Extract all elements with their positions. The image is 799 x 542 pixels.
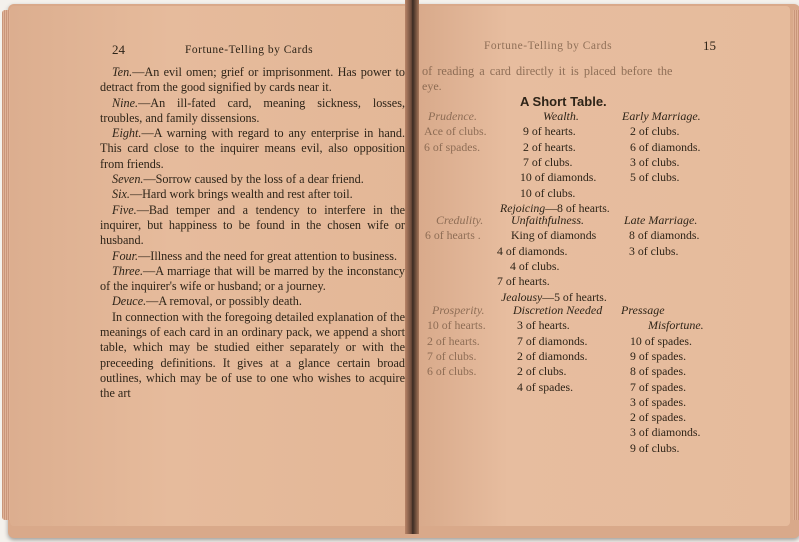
- right-top-text-line2: eye.: [422, 79, 442, 93]
- table-cell: 3 of diamonds.: [630, 425, 701, 440]
- table-header: Prudence.: [428, 109, 477, 123]
- paragraph-text: —Bad temper and a tendency to interfere in the inquirer, but happiness to be found in the chosen wife or husband.: [100, 202, 405, 248]
- table-cell: 3 of spades.: [630, 394, 687, 409]
- table-cell: 6 of spades.: [424, 139, 481, 154]
- table-cell: 2 of diamonds.: [517, 348, 588, 363]
- table-cell: 10 of clubs.: [520, 185, 576, 200]
- footer-lead: Jealousy: [501, 289, 543, 304]
- table-cell: 9 of spades.: [630, 348, 687, 363]
- left-paragraph: [100, 96, 405, 127]
- left-paragraph: [100, 249, 405, 264]
- table-cell: 3 of clubs.: [630, 154, 680, 169]
- table-cell: 2 of clubs.: [630, 124, 680, 139]
- left-paragraph: [100, 187, 405, 202]
- paragraph-text: —Sorrow caused by the loss of a dear friend.: [143, 172, 364, 187]
- left-paragraph: [100, 203, 405, 249]
- page-edges-right: [793, 10, 799, 520]
- right-top-text-line1: of reading a card directly it is placed before the: [422, 64, 673, 78]
- table-cell: 7 of clubs.: [427, 348, 477, 363]
- book-gutter: [405, 0, 419, 534]
- paragraph-text: In connection with the foregoing detailed explanation of the meanings of each card in an ordinary pack, we append a short table, which may be studied either separately or with the preceeding definitions. It gives at a glance certain broad outlines, which may be of use to one who wishes to acquire the art: [100, 309, 405, 401]
- table-cell: 8 of spades.: [630, 364, 687, 379]
- left-paragraph: [100, 264, 405, 295]
- table-cell: 2 of spades.: [630, 410, 687, 425]
- table-cell: 7 of clubs.: [523, 154, 573, 169]
- table-cell: 6 of hearts .: [425, 228, 481, 243]
- right-running-head: Fortune-Telling by Cards: [484, 40, 613, 52]
- table-header: Late Marriage.: [624, 213, 698, 227]
- table-header: Pressage: [621, 303, 665, 317]
- table-cell: 7 of diamonds.: [517, 333, 588, 348]
- table-cell: 8 of diamonds.: [629, 228, 700, 243]
- table-cell: 10 of spades.: [630, 333, 692, 348]
- paragraph-lead: Four.: [112, 248, 139, 263]
- paragraph-lead: Three.: [112, 263, 144, 278]
- table-header: Discretion Needed: [513, 303, 603, 317]
- table-cell: 10 of diamonds.: [520, 170, 597, 185]
- paragraph-text: —A warning with regard to any enterprise in hand. This card close to the inquirer means evil, also opposition from friends.: [100, 126, 405, 171]
- page-edges-left: [2, 10, 10, 520]
- table-cell: 9 of hearts.: [523, 124, 576, 139]
- table-header: Prosperity.: [432, 303, 485, 317]
- table-cell: 7 of spades.: [630, 379, 687, 394]
- table-cell: 3 of clubs.: [629, 243, 679, 258]
- table-cell: 4 of clubs.: [510, 258, 560, 273]
- table-cell: 2 of clubs.: [517, 364, 567, 379]
- paragraph-text: —Hard work brings wealth and rest after toil.: [129, 187, 353, 202]
- left-paragraph: [100, 126, 405, 172]
- left-paragraph: [100, 294, 405, 309]
- left-running-head: Fortune-Telling by Cards: [185, 44, 314, 56]
- table-cell: 5 of clubs.: [630, 170, 680, 185]
- paragraph-text: —An ill-fated card, meaning sickness, losses, troubles, and family dissensions.: [100, 95, 405, 125]
- paragraph-text: —A marriage that will be marred by the inconstancy of the inquirer's wife or husband; or a journey.: [100, 263, 405, 294]
- left-paragraph: [100, 310, 405, 402]
- table-cell: 6 of clubs.: [427, 364, 477, 379]
- right-page-number: 15: [703, 38, 716, 53]
- table-cell: 10 of hearts.: [427, 318, 486, 333]
- table-cell: 9 of clubs.: [630, 440, 680, 455]
- table-cell: King of diamonds: [511, 228, 597, 243]
- table-cell: 2 of hearts.: [427, 333, 480, 348]
- left-page-body: [100, 65, 405, 402]
- table-header: Early Marriage.: [622, 109, 701, 123]
- paragraph-text: —Illness and the need for great attention to business.: [138, 248, 397, 263]
- footer-text: —8 of hearts.: [545, 200, 610, 215]
- footer-lead: Rejoicing: [500, 200, 546, 215]
- table-header: Credulity.: [436, 213, 484, 227]
- table-cell: 3 of hearts.: [517, 318, 570, 333]
- table-header: Wealth.: [543, 109, 579, 123]
- left-paragraph: [100, 65, 405, 96]
- right-page: [414, 6, 790, 526]
- table-cell: 2 of hearts.: [523, 139, 576, 154]
- table-cell: Ace of clubs.: [424, 124, 487, 139]
- paragraph-lead: Seven.: [112, 172, 144, 187]
- paragraph-lead: Eight.: [112, 126, 142, 141]
- paragraph-lead: Five.: [112, 202, 137, 217]
- paragraph-lead: Nine.: [112, 95, 139, 110]
- paragraph-lead: Six.: [112, 187, 130, 202]
- paragraph-text: —A removal, or possibly death.: [146, 294, 302, 309]
- table-header: Misfortune.: [648, 318, 704, 333]
- left-page-number: 24: [112, 42, 125, 57]
- table-cell: 4 of spades.: [517, 379, 574, 394]
- table-cell: 4 of diamonds.: [497, 243, 568, 258]
- footer-text: —5 of hearts.: [542, 289, 607, 304]
- table-cell: 7 of hearts.: [497, 274, 550, 289]
- table-header: Unfaithfulness.: [511, 213, 585, 227]
- left-paragraph: [100, 172, 405, 187]
- paragraph-lead: Deuce.: [112, 294, 147, 309]
- paragraph-lead: Ten.: [112, 65, 133, 79]
- table-cell: 6 of diamonds.: [630, 139, 701, 154]
- paragraph-text: —An evil omen; grief or imprisonment. Has power to detract from the good signified by cards near it.: [100, 65, 405, 95]
- table-title: A Short Table.: [520, 94, 607, 109]
